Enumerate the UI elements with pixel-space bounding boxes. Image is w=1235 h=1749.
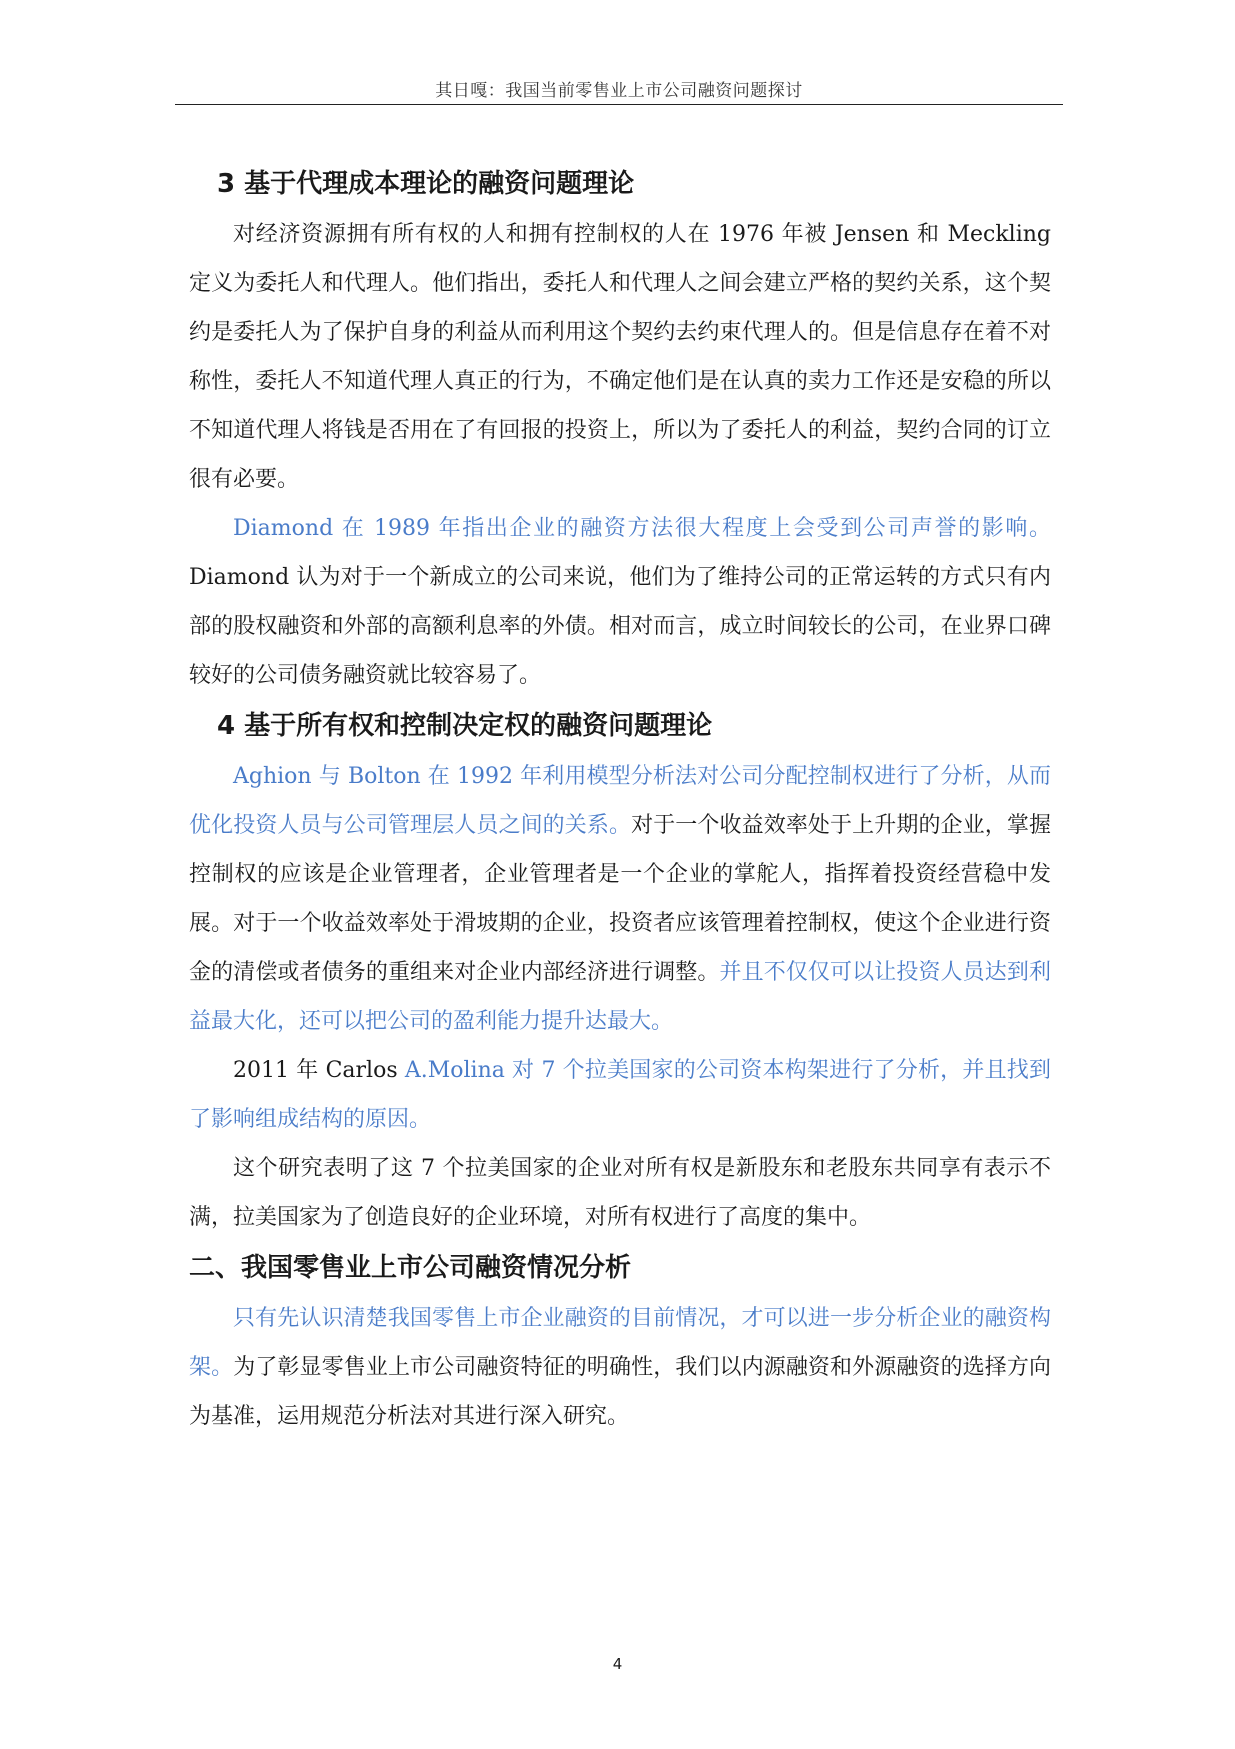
section-heading-2: 二、我国零售业上市公司融资情况分析: [189, 1253, 632, 1283]
paragraph-text: Diamond 认为对于一个新成立的公司来说，他们为了维持公司的正常运转的方式只有内部的股权融资和外部的高额利息率的外债。相对而言，成立时间较长的公司，在业界口碑较好的公司债务融资就比较容易了。: [189, 565, 1051, 688]
paragraph-latin-america: 这个研究表明了这 7 个拉美国家的企业对所有权是新股东和老股东共同享有表示不满，拉美国家为了创造良好的企业环境，对所有权进行了高度的集中。: [189, 1156, 1051, 1230]
paragraph-agency-theory: 对经济资源拥有所有权的人和拥有控制权的人在 1976 年被 Jensen 和 Meckling 定义为委托人和代理人。他们指出，委托人和代理人之间会建立严格的契约关系，这个契约是委托人为了保护自身的利益从而利用这个契约去约束代理人的。但是信息存在着不对称性，委托人不知道代理人真正的行为，不确定他们是在认真的卖力工作还是安稳的所以不知道代理人将钱是否用在了有回报的投资上，所以为了委托人的利益，契约合同的订立很有必要。: [189, 222, 1051, 492]
highlighted-text: 只有先认识清楚我国零售上市企业融资的目前情况，才可以进一步分析企业的融资构架。: [189, 1306, 1051, 1380]
heading-3: 3 基于代理成本理论的融资问题理论: [217, 169, 635, 199]
highlighted-text: A.Molina 对 7 个拉美国家的公司资本构架进行了分析，并且找到了影响组成结构的原因。: [189, 1058, 1051, 1132]
highlighted-text: Diamond 在 1989 年指出企业的融资方法很大程度上会受到公司声誉的影响。: [233, 516, 1051, 541]
header-divider: [175, 104, 1063, 105]
paragraph-text: 对于一个收益效率处于上升期的企业，掌握控制权的应该是企业管理者，企业管理者是一个企业的掌舵人，指挥着投资经营稳中发展。对于一个收益效率处于滑坡期的企业，投资者应该管理着控制权，使这个企业进行资金的清偿或者债务的重组来对企业内部经济进行调整。: [189, 813, 1051, 985]
paragraph-text: 为了彰显零售业上市公司融资特征的明确性，我们以内源融资和外源融资的选择方向为基准，运用规范分析法对其进行深入研究。: [189, 1355, 1051, 1429]
heading-4: 4 基于所有权和控制决定权的融资问题理论: [217, 711, 713, 741]
highlighted-text: 并且不仅仅可以让投资人员达到利益最大化，还可以把公司的盈利能力提升达最大。: [189, 960, 1051, 1034]
page-body: [189, 158, 1051, 1441]
running-header: 其日嘎：我国当前零售业上市公司融资问题探讨: [435, 81, 803, 101]
paragraph-molina: [189, 1046, 1051, 1144]
paragraph-text: 2011 年 Carlos: [233, 1058, 405, 1083]
page-number: 4: [612, 1655, 623, 1673]
paragraph-diamond: [189, 504, 1051, 700]
highlighted-text: Aghion 与 Bolton 在 1992 年利用模型分析法对公司分配控制权进行了分析，从而优化投资人员与公司管理层人员之间的关系。: [189, 764, 1051, 838]
paragraph-aghion-bolton: [189, 752, 1051, 1046]
paragraph-retail-analysis: [189, 1294, 1051, 1441]
